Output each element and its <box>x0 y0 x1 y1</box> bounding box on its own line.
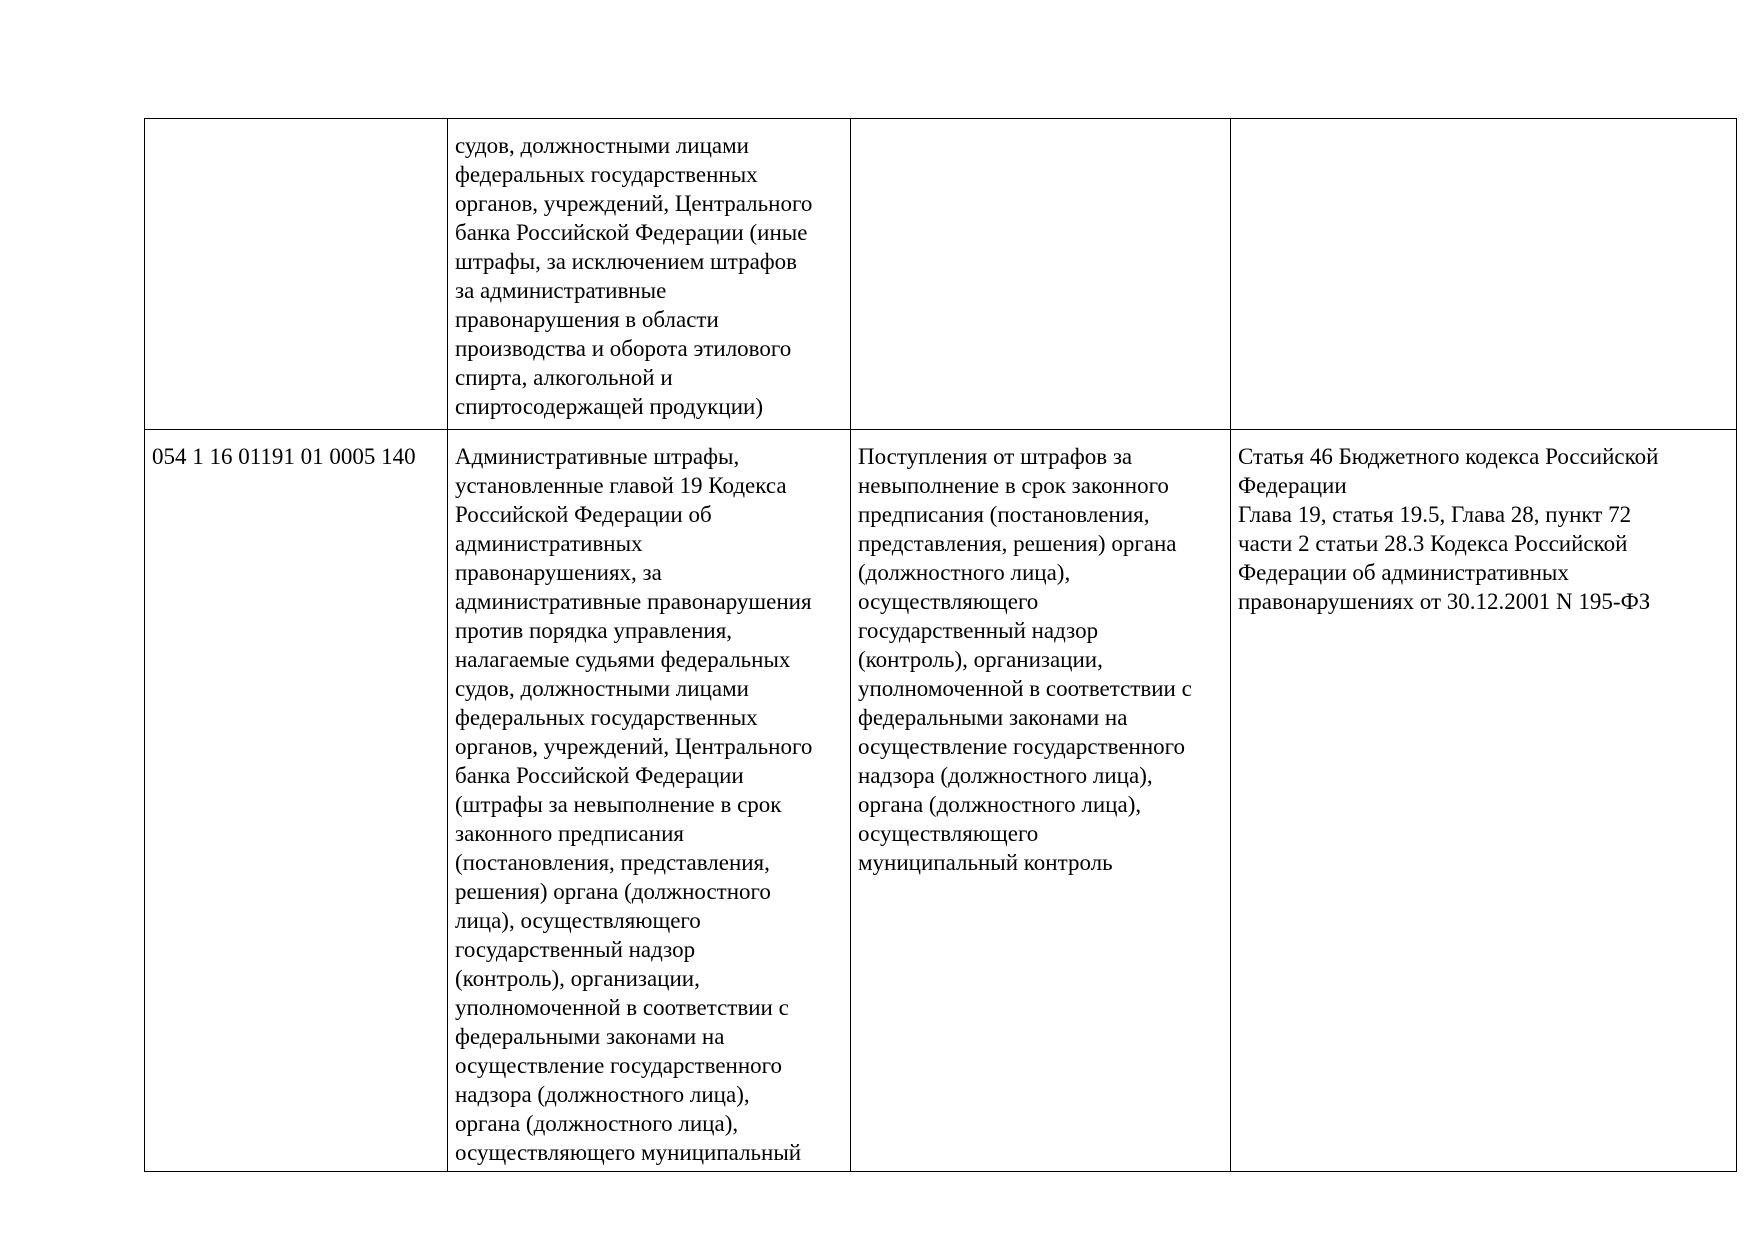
revenue-name-cell: Административные штрафы, установленные главой 19 Кодекса Российской Федерации об административных правонарушениях, за административные правонарушения против порядка управления, налагаемые судьями федеральных судов, должностными лицами федеральных государственных органов, учреждений, Центрального банка Российской Федерации (штрафы за невыполнение в срок законного предписания (постановления, представления, решения) органа (должностного лица), осуществляющего государственный надзор (контроль), организации, уполномоченной в соответствии с федеральными законами на осуществление государственного надзора (должностного лица), органа (должностного лица), осуществляющего муниципальный <box>448 430 851 1172</box>
table-row <box>145 119 1737 430</box>
revenue-code-cell: 054 1 16 01191 01 0005 140 <box>145 430 448 1172</box>
table-row <box>145 430 1737 1172</box>
revenue-codes-table <box>144 118 1737 1172</box>
legal-basis-cell: Статья 46 Бюджетного кодекса Российской Федерации Глава 19, статья 19.5, Глава 28, пункт 72 части 2 статьи 28.3 Кодекса Российской Федерации об административных правонарушениях от 30.12.2001 N 195-ФЗ <box>1231 430 1737 1172</box>
legal-basis-cell <box>1231 119 1737 430</box>
revenue-description-cell: Поступления от штрафов за невыполнение в срок законного предписания (постановления, представления, решения) органа (должностного лица), осуществляющего государственный надзор (контроль), организации, уполномоченной в соответствии с федеральными законами на осуществление государственного надзора (должностного лица), органа (должностного лица), осуществляющего муниципальный контроль <box>851 430 1231 1172</box>
revenue-code-cell <box>145 119 448 430</box>
revenue-description-cell <box>851 119 1231 430</box>
revenue-name-cell: судов, должностными лицами федеральных государственных органов, учреждений, Центрального банка Российской Федерации (иные штрафы, за исключением штрафов за административные правонарушения в области производства и оборота этилового спирта, алкогольной и спиртосодержащей продукции) <box>448 119 851 430</box>
